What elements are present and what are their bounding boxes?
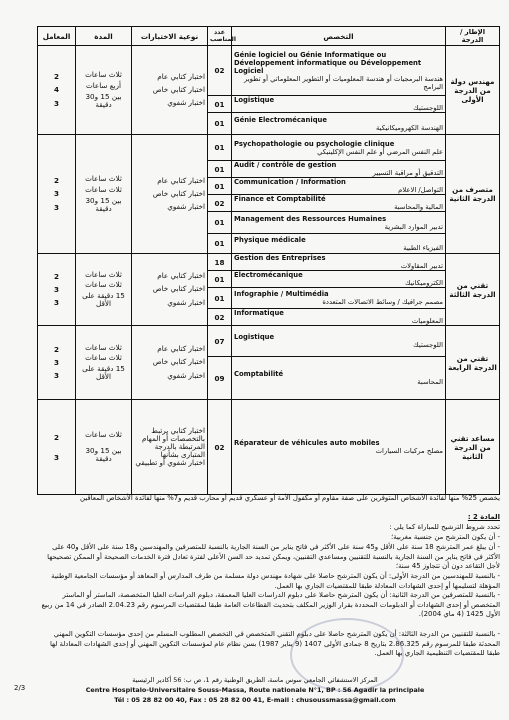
specialty-cell [232,46,446,96]
duration-value: 15 دقيقة على الأقل [82,291,125,309]
coef-value: 2 [53,176,59,186]
specialty-ar: التواصل/ الاعلام [398,186,443,194]
coef-value: 2 [53,344,59,354]
specialty-fr: Logistique [234,96,275,104]
specialty-cell [232,212,446,234]
specialty-fr: Electromécanique [234,271,303,279]
exam-type-cell [132,46,208,135]
exam-type-value: اختبار كتابي خاص [152,84,205,94]
page-number: 2/3 [14,684,26,692]
specialty-ar: المحاسبة [417,378,443,386]
specialty-cell [232,96,446,113]
coef-value: 3 [53,452,59,462]
specialty-ar: التدقيق أو مراقبة التسيير [372,169,443,177]
footer-address-fr: Centre Hospitalo-Universitaire Souss-Massa, Route nationale N°1, BP : 56 Agadir la principale [85,686,425,694]
specialty-cell [232,271,446,288]
exam-type-value: اختبار شفوي [167,370,205,380]
exam-type-value: اختبار كتابي عام [157,71,205,81]
rank-cell: تقني من الدرجة الرابعة [446,326,500,400]
specialty-fr: Gestion des Entreprises [234,254,326,262]
duration-cell [76,46,132,135]
competition-table [37,26,500,495]
exam-type-value: اختبار كتابي خاص [152,284,205,294]
specialty-cell [232,357,446,400]
posts-cell: 01 [208,113,232,135]
duration-value: بين 15 و30 دقيقة [85,195,122,213]
specialty-fr: Communication / Information [234,178,346,186]
duration-value: أربع ساعات [85,80,122,90]
exam-type-value: اختبار شفوي [167,98,205,108]
posts-cell: 07 [208,326,232,357]
exam-type-value: اختبار كتابي خاص [152,357,205,367]
specialty-cell [232,288,446,309]
coef-cell [38,135,76,254]
posts-cell: 02 [208,46,232,96]
specialty-ar: المالية والمحاسبة [394,203,443,211]
posts-cell: 01 [208,234,232,254]
rank-cell: مساعد تقني من الدرجة الثانية [446,400,500,495]
duration-value: ثلاث ساعات [85,280,122,290]
coef-value: 4 [53,85,59,95]
duration-value: ثلاث ساعات [85,70,122,80]
coef-value: 3 [53,98,59,108]
coef-value: 2 [53,72,59,82]
reserved-quota-text: يخصص 25% منها لفائدة الأشخاص المتوفرين على صفة مقاوم أو مكفول الأمة أو عسكري قديم أو محارب قديم و7% منها لفائدة الأشخاص المعاقين [80,494,500,502]
exam-type-cell [132,326,208,400]
specialty-cell [232,400,446,495]
coef-value: 3 [53,202,59,212]
header-specialty: التخصص [232,27,446,46]
coef-value: 3 [53,371,59,381]
duration-value: ثلاث ساعات [85,184,122,194]
duration-value: ثلاث ساعات [85,353,122,363]
duration-cell [76,400,132,495]
specialty-ar: تدبير الموارد البشرية [384,222,443,231]
exam-type-value: اختبار شفوي [167,202,205,212]
specialty-ar: الكتروميكانيك [405,279,443,287]
specialty-cell [232,135,446,161]
condition-engineers: - بالنسبة للمهندسين من الدرجة الأولى: أن يكون المترشح حاصلا على شهادة مهندس دولة مسلمة من طرف المدارس أو المعاهد أو مؤسسات الجامعية الوطنية المؤهلة لتسليمها أو إحدى الشهادات المعادلة طبقا للمقتضيات الجاري بها العمل. [51,572,500,590]
exam-type-value: اختبار شفوي [167,297,205,307]
coef-value: 3 [53,284,59,294]
specialty-cell [232,113,446,135]
table-header-row [38,27,500,46]
exam-type-value: اختبار كتابي عام [157,344,205,354]
coef-value: 3 [53,357,59,367]
table-row [38,254,500,271]
footer-address-ar: المركز الاستشفائي الجامعي سوس ماسة، الطريق الوطنية رقم 1، ص ب: 56 أكادير الرئيسية [132,676,378,684]
article-heading: المادة 2 : [467,513,500,521]
condition-age: - أن يبلغ عمر المترشح 18 سنة على الأقل و45 سنة على الأكثر في فاتح يناير من السنة الجارية بالنسبة للمتصرفين والمهندسين و18 سنة على الأقل و40 على الأكثر في فاتح يناير من السنة الجارية بالنسبة للتقنيين ومساعدي التقنيين، ويمكن تمديد حد السن الأعلى لفترة تعادل فترة الخدمات الصحيحة أو الممكن تصحيحها لأجل التقاعد دون أن تتجاوز 45 سنة؛ [47,543,500,571]
specialty-fr: Audit / contrôle de gestion [234,161,337,169]
header-exam-type: نوعية الاختبارات [132,27,208,46]
duration-value: ثلاث ساعات [85,269,122,279]
rank-cell: متصرف من الدرجة الثانية [446,135,500,254]
duration-cell [76,135,132,254]
duration-cell [76,254,132,326]
coef-cell [38,46,76,135]
specialty-ar: هندسة البرمجيات أو هندسة المعلوميات أو التطوير المعلوماتي أو تطوير البرامج [244,74,443,91]
posts-cell: 01 [208,178,232,195]
header-rank: الإطار / الدرجة [446,27,500,46]
exam-type-value: اختبار كتابي خاص [152,188,205,198]
posts-cell: 02 [208,309,232,326]
specialty-ar: تدبير المقاولات [400,262,443,270]
specialty-ar: مصلح مركبات السيارات [375,447,443,455]
specialty-cell [232,326,446,357]
specialty-ar: اللوجستيك [413,104,443,112]
specialty-ar: اللوجستيك [413,341,443,349]
posts-cell: 02 [208,195,232,212]
table-row [38,46,500,96]
specialty-fr: Management des Ressources Humaines [234,214,387,223]
condition-administrators: - بالنسبة للمتصرفين من الدرجة الثانية: أن يكون المترشح حاصلا على دبلوم الدراسات العليا المعمقة، دبلوم الدراسات العليا المتخصصة، الماستر أو الماستر المتخصص أو إحدى الشهادات أو الدبلومات المحددة بقرار الوزير المكلف بتحديث القطاعات العامة طبقا لمقتضيات المرسوم رقم 2.04.23 الصادر في 14 من ربيع الأول 1425 (4 ماي 2004). [41,591,500,619]
specialty-ar: المعلوميات [411,317,443,325]
coef-value: 3 [53,298,59,308]
specialty-ar: الفيزياء الطبية [403,243,443,252]
duration-value: بين 15 و30 دقيقة [85,446,122,463]
posts-cell: 01 [208,96,232,113]
specialty-ar: الهندسة الكهروميكانيكية [376,123,443,132]
coef-cell [38,400,76,495]
footer-contact: Tél : 05 28 82 00 40, Fax : 05 28 82 00 41, E-mail : chusoussmassa@gmail.com [114,696,396,704]
rank-cell: مهندس دولة من الدرجة الأولى [446,46,500,135]
specialty-cell [232,178,446,195]
specialty-cell [232,234,446,254]
specialty-fr: Informatique [234,309,284,317]
specialty-ar: مصمم جرافيك / وسائط الاتصالات المتعددة [322,298,443,306]
posts-cell: 01 [208,288,232,309]
specialty-fr: Finance et Comptabilité [234,195,326,203]
posts-cell: 01 [208,271,232,288]
posts-cell: 01 [208,135,232,161]
condition-technicians: - بالنسبة للتقنيين من الدرجة الثالثة: أن يكون المترشح حاصلا على دبلوم التقني المتخصص في التخصص المطلوب المسلم من إحدى مؤسسات التكوين المهني المحدثة طبقا للمرسوم رقم 2.86.325 بتاريخ 8 جمادى الأولى 1407 (9 يناير 1987) بسن نظام عام لمؤسسات التكوين المهني أو إحدى الشهادات المعادلة لها طبقا للمقتضيات التنظيمية الجاري بها العمل. [49,630,500,658]
coef-value: 2 [53,432,59,442]
rank-cell: تقني من الدرجة الثالثة [446,254,500,326]
exam-type-cell [132,400,208,495]
duration-cell [76,326,132,400]
specialty-fr: Infographie / Multimédia [234,290,329,298]
coef-cell [38,254,76,326]
specialty-cell [232,195,446,212]
exam-type-cell [132,254,208,326]
exam-type-value: اختبار كتابي يرتبط بالتخصصات أو المهام المرتبطة بالدرجة المتبارى بشأنها [142,426,205,459]
coef-cell [38,326,76,400]
coef-value: 2 [53,271,59,281]
exam-type-cell [132,135,208,254]
duration-value: بين 15 و30 دقيقة [85,91,122,109]
table-row [38,135,500,161]
duration-value: ثلاث ساعات [85,174,122,184]
specialty-cell [232,309,446,326]
duration-value: ثلاث ساعات [85,430,122,439]
table-row [38,326,500,357]
header-posts: عدد المناصب [208,27,232,46]
table-row [38,400,500,495]
condition-nationality: - أن يكون المترشح من جنسية مغربية؛ [391,533,500,541]
specialty-ar: علم النفس المرضي أو علم النفس الإكلينيكي [317,147,443,156]
posts-cell: 09 [208,357,232,400]
exam-type-value: اختبار كتابي عام [157,271,205,281]
specialty-fr: Comptabilité [234,370,284,378]
header-coef: المعامل [38,27,76,46]
exam-type-value: اختبار كتابي عام [157,175,205,185]
header-duration: المدة [76,27,132,46]
exam-type-value: اختبار شفوي أو تطبيقي [135,458,205,467]
specialty-cell [232,254,446,271]
posts-cell: 01 [208,212,232,234]
posts-cell: 02 [208,400,232,495]
posts-cell: 01 [208,161,232,178]
duration-value: 15 دقيقة على الأقل [82,364,125,382]
duration-value: ثلاث ساعات [85,342,122,352]
specialty-fr: Logistique [234,333,275,341]
coef-value: 3 [53,189,59,199]
posts-cell: 18 [208,254,232,271]
conditions-intro: تحدد شروط الترشيح للمباراة كما يلي : [389,523,500,531]
specialty-fr: Génie Electromécanique [234,115,328,124]
specialty-fr: Génie logiciel ou Génie Informatique ou Développement informatique ou Développement Logiciel [234,50,422,75]
specialty-fr: Physique médicale [234,235,306,244]
specialty-cell [232,161,446,178]
specialty-fr: Psychopathologie ou psychologie clinique [234,139,395,148]
specialty-fr: Réparateur de véhicules auto mobiles [234,439,380,447]
